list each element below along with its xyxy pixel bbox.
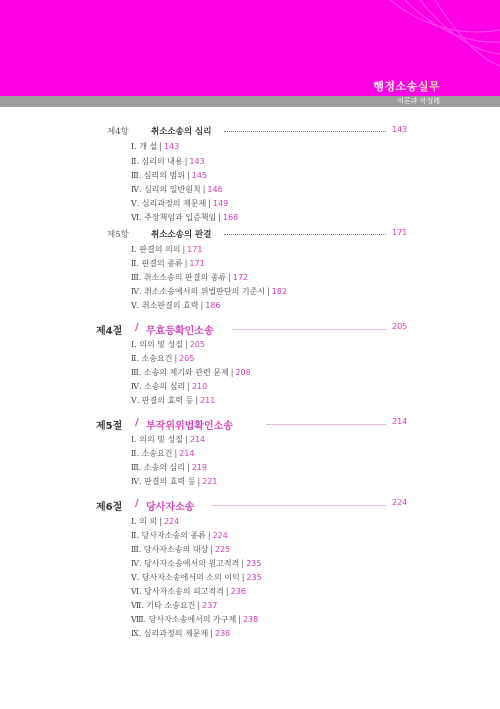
item-page: 146 xyxy=(207,185,223,194)
item-page: 236 xyxy=(230,587,246,596)
item-label: Ⅴ. 당사자소송에서의 소의 이익 xyxy=(131,573,240,582)
item-label: Ⅶ. 기타 소송요건 xyxy=(131,601,196,610)
item-page: 235 xyxy=(246,573,262,582)
leader-dots xyxy=(224,131,386,132)
item-page: 143 xyxy=(163,142,180,151)
item-label: Ⅰ. 개 설 xyxy=(131,142,158,151)
item-page: 219 xyxy=(191,463,207,472)
item-page: 171 xyxy=(189,259,205,268)
chapter-page: 214 xyxy=(392,417,408,426)
header-band xyxy=(0,0,500,96)
item-page: 210 xyxy=(191,382,208,391)
item-page: 237 xyxy=(202,601,218,610)
item-label: Ⅰ. 의의 및 성질 xyxy=(131,435,183,444)
item-page: 168 xyxy=(222,213,239,222)
chapter-slash: / xyxy=(135,417,139,428)
item-label: Ⅴ. 취소판결의 효력 xyxy=(131,301,199,310)
item-label: Ⅳ. 당사자소송에서의 원고적격 xyxy=(131,559,240,568)
chapter-title: 부작위위법확인소송 xyxy=(146,421,233,432)
item-label: Ⅷ. 당사자소송에서의 가구제 xyxy=(131,615,237,624)
chapter-rule xyxy=(266,424,386,425)
item-page: 186 xyxy=(205,301,221,310)
item-page: 238 xyxy=(214,629,231,638)
item-page: 221 xyxy=(202,477,218,486)
leader-dots xyxy=(224,234,386,235)
item-page: 182 xyxy=(271,287,288,296)
item-label: Ⅳ. 판결의 효력 등 xyxy=(131,477,196,486)
item-label: Ⅱ. 당사자소송의 종류 xyxy=(131,531,206,540)
item-page: 214 xyxy=(179,449,195,458)
book-title-accent: 실무 xyxy=(417,80,440,93)
item-label: Ⅱ. 소송요건 xyxy=(131,354,173,363)
item-label: Ⅲ. 취소소송의 판결의 종류 xyxy=(131,273,227,282)
item-label: Ⅳ. 심리의 일반원칙 xyxy=(131,185,201,194)
item-label: Ⅲ. 소송의 제기와 관련 문제 xyxy=(131,368,229,377)
item-label: Ⅵ. 당사자소송의 피고적격 xyxy=(131,587,224,596)
item-label: Ⅱ. 소송요건 xyxy=(131,449,173,458)
section-number: 제5항 xyxy=(107,230,129,240)
chapter-number: 제6절 xyxy=(96,502,123,513)
item-label: Ⅰ. 의의 및 성질 xyxy=(131,340,183,349)
item-page: 171 xyxy=(187,245,203,254)
chapter-slash: / xyxy=(135,322,139,333)
section-title: 취소소송의 심리 xyxy=(151,127,212,137)
item-page: 172 xyxy=(232,273,249,282)
book-title-main: 행정소송 xyxy=(373,80,418,93)
item-page: 235 xyxy=(246,559,262,568)
chapter-number: 제5절 xyxy=(96,421,123,432)
chapter-rule xyxy=(232,329,386,330)
item-label: Ⅲ. 심리의 범위 xyxy=(131,171,185,180)
item-page: 149 xyxy=(212,199,229,208)
item-label: Ⅴ. 판결의 효력 등 xyxy=(131,396,194,405)
chapter-slash: / xyxy=(135,498,139,509)
item-page: 205 xyxy=(189,340,205,349)
chapter-title: 무효등확인소송 xyxy=(146,326,214,337)
chapter-page: 224 xyxy=(392,498,408,507)
item-label: Ⅴ. 심리과정의 제문제 xyxy=(131,199,207,208)
item-label: Ⅵ. 주장책임과 입증책임 xyxy=(131,213,217,222)
chapter-title: 당사자소송 xyxy=(146,502,195,513)
item-page: 224 xyxy=(163,517,180,526)
item-label: Ⅳ. 취소소송에서의 위법판단의 기준시 xyxy=(131,287,266,296)
item-page: 205 xyxy=(179,354,195,363)
item-page: 208 xyxy=(235,368,251,377)
item-page: 238 xyxy=(242,615,259,624)
item-page: 225 xyxy=(214,545,231,554)
chapter-number: 제4절 xyxy=(96,326,123,337)
item-page: 143 xyxy=(189,157,205,166)
item-label: Ⅱ. 심리의 내용 xyxy=(131,157,183,166)
item-page: 145 xyxy=(191,171,207,180)
item-label: Ⅱ. 판결의 종류 xyxy=(131,259,183,268)
book-title xyxy=(373,78,440,94)
item-label: Ⅲ. 소송의 심리 xyxy=(131,463,185,472)
item-label: Ⅸ. 심리과정의 제문제 xyxy=(131,629,209,638)
item-label: Ⅰ. 의 의 xyxy=(131,517,158,526)
item-label: Ⅰ. 판결의 의의 xyxy=(131,245,181,254)
chapter-page: 205 xyxy=(392,322,408,331)
section-page: 171 xyxy=(392,228,408,237)
book-subtitle: 이론과 작성례 xyxy=(397,97,440,105)
item-label: Ⅳ. 소송의 심리 xyxy=(131,382,186,391)
item-page: 211 xyxy=(200,396,216,405)
section-number: 제4항 xyxy=(107,127,129,137)
chapter-rule xyxy=(212,505,386,506)
item-page: 214 xyxy=(189,435,205,444)
item-label: Ⅲ. 당사자소송의 대상 xyxy=(131,545,209,554)
section-title: 취소소송의 판결 xyxy=(151,230,212,240)
section-page: 143 xyxy=(392,125,408,134)
item-page: 224 xyxy=(212,531,228,540)
